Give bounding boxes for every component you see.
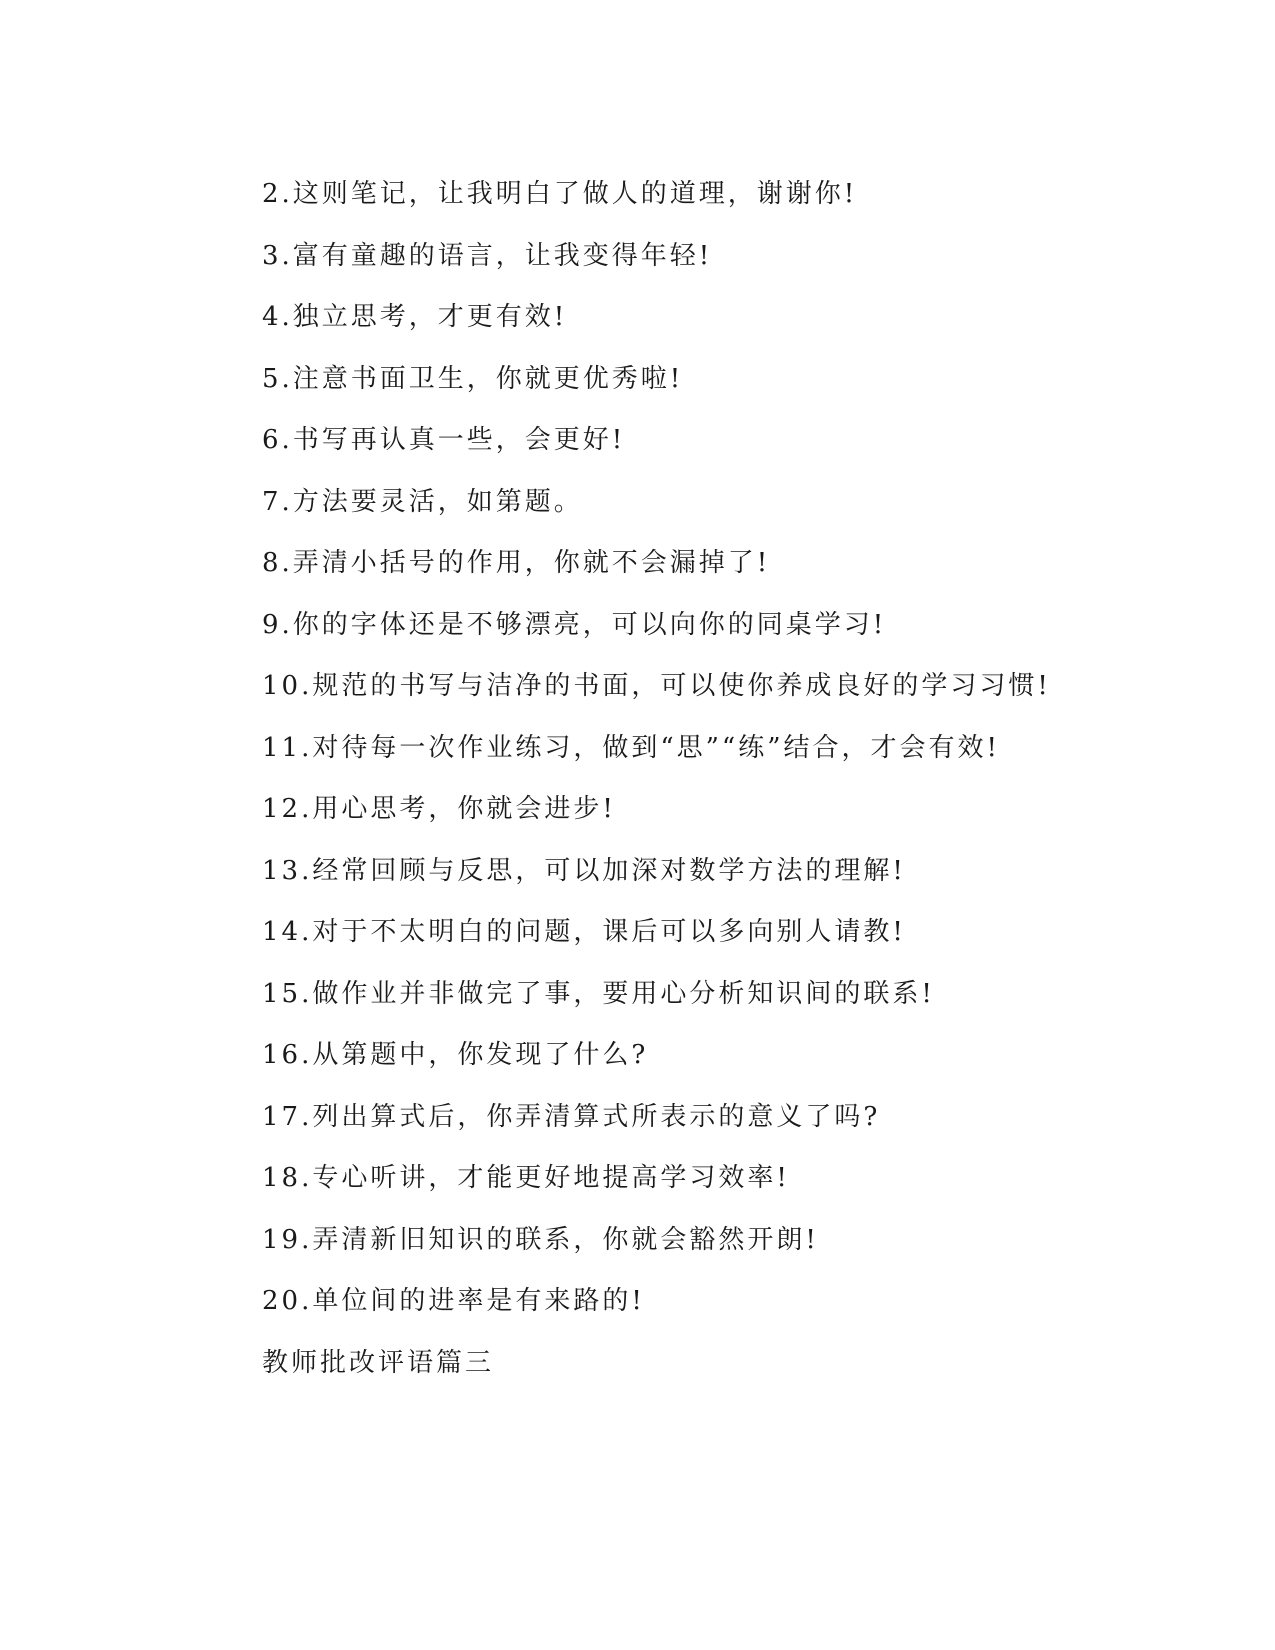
comment-line-3: 3.富有童趣的语言，让我变得年轻! [262, 240, 713, 271]
comment-line-18: 18.专心听讲，才能更好地提高学习效率! [262, 1163, 790, 1193]
comment-line-6: 6.书写再认真一些，会更好! [262, 425, 626, 455]
comment-line-20: 20.单位间的进率是有来路的! [262, 1286, 645, 1316]
comment-line-19: 19.弄清新旧知识的联系，你就会豁然开朗! [262, 1224, 819, 1255]
section-heading: 教师批改评语篇三 [262, 1347, 495, 1378]
comment-line-7: 7.方法要灵活，如第题。 [262, 486, 583, 517]
comment-line-2: 2.这则笔记，让我明白了做人的道理，谢谢你! [262, 179, 858, 209]
comment-line-13: 13.经常回顾与反思，可以加深对数学方法的理解! [262, 855, 906, 886]
comment-line-16: 16.从第题中，你发现了什么? [262, 1040, 649, 1070]
comment-line-14: 14.对于不太明白的问题，课后可以多向别人请教! [262, 917, 906, 947]
comment-line-9: 9.你的字体还是不够漂亮，可以向你的同桌学习! [262, 609, 887, 640]
comment-line-10: 10.规范的书写与洁净的书面，可以使你养成良好的学习习惯! [262, 671, 1051, 701]
comment-line-5: 5.注意书面卫生，你就更优秀啦! [262, 363, 684, 394]
comment-line-17: 17.列出算式后，你弄清算式所表示的意义了吗? [262, 1101, 881, 1132]
comment-line-15: 15.做作业并非做完了事，要用心分析知识间的联系! [262, 978, 935, 1009]
comment-line-4: 4.独立思考，才更有效! [262, 302, 568, 332]
comment-line-12: 12.用心思考，你就会进步! [262, 794, 616, 824]
document-body [262, 164, 1062, 1394]
comment-line-8: 8.弄清小括号的作用，你就不会漏掉了! [262, 548, 771, 578]
comment-line-11: 11.对待每一次作业练习，做到“思”“练”结合，才会有效! [262, 732, 1000, 763]
